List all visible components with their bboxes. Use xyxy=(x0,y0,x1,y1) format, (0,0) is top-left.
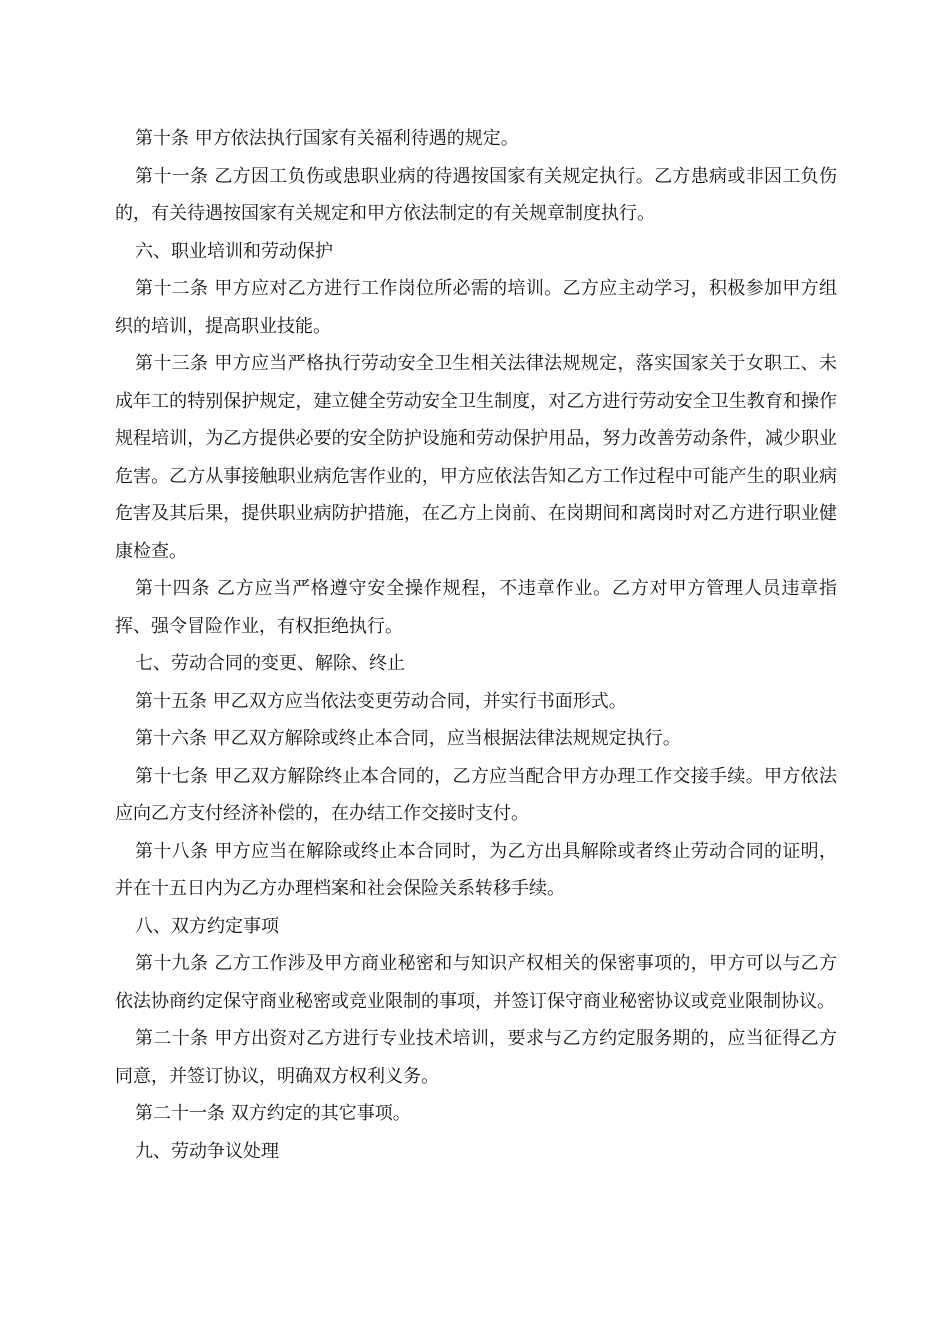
section-heading-6: 六、职业培训和劳动保护 xyxy=(135,240,333,262)
section-heading-9: 九、劳动争议处理 xyxy=(135,1140,279,1162)
section-heading-7: 七、劳动合同的变更、解除、终止 xyxy=(135,653,405,674)
article-13: 第十三条 甲方应当严格执行劳动安全卫生相关法律法规规定，落实国家关于女职工、未成年工的特别保护规定，建立健全劳动安全卫生制度，对乙方进行劳动安全卫生教育和操作规程培训，为乙方提供必要的安全防护设施和劳动保护用品，努力改善劳动条件，减少职业危害。乙方从事接触职业病危害作业的，甲方应依法告知乙方工作过程中可能产生的职业病危害及其后果，提供职业病防护措施，在乙方上岗前、在岗期间和离岗时对乙方进行职业健康检查。 xyxy=(115,353,837,562)
article-10: 第十条 甲方依法执行国家有关福利待遇的规定。 xyxy=(135,128,519,149)
article-14: 第十四条 乙方应当严格遵守安全操作规程，不违章作业。乙方对甲方管理人员违章指挥、强令冒险作业，有权拒绝执行。 xyxy=(115,578,837,637)
article-18: 第十八条 甲方应当在解除或终止本合同时，为乙方出具解除或者终止劳动合同的证明，并在十五日内为乙方办理档案和社会保险关系转移手续。 xyxy=(115,840,837,899)
article-20: 第二十条 甲方出资对乙方进行专业技术培训，要求与乙方约定服务期的，应当征得乙方同意，并签订协议，明确双方权利义务。 xyxy=(115,1028,837,1087)
article-11: 第十一条 乙方因工负伤或患职业病的待遇按国家有关规定执行。乙方患病或非因工负伤的，有关待遇按国家有关规定和甲方依法制定的有关规章制度执行。 xyxy=(115,165,837,224)
article-12: 第十二条 甲方应对乙方进行工作岗位所必需的培训。乙方应主动学习，积极参加甲方组织的培训，提高职业技能。 xyxy=(115,278,837,337)
article-15: 第十五条 甲乙双方应当依法变更劳动合同，并实行书面形式。 xyxy=(135,690,627,712)
article-17: 第十七条 甲乙双方解除终止本合同的，乙方应当配合甲方办理工作交接手续。甲方依法应向乙方支付经济补偿的，在办结工作交接时支付。 xyxy=(115,765,837,824)
article-19: 第十九条 乙方工作涉及甲方商业秘密和与知识产权相关的保密事项的，甲方可以与乙方依法协商约定保守商业秘密或竞业限制的事项，并签订保守商业秘密协议或竞业限制协议。 xyxy=(115,953,837,1012)
document-body xyxy=(115,120,837,1170)
article-21: 第二十一条 双方约定的其它事项。 xyxy=(135,1103,411,1124)
article-16: 第十六条 甲乙双方解除或终止本合同，应当根据法律法规规定执行。 xyxy=(135,728,681,749)
section-heading-8: 八、双方约定事项 xyxy=(135,915,279,937)
